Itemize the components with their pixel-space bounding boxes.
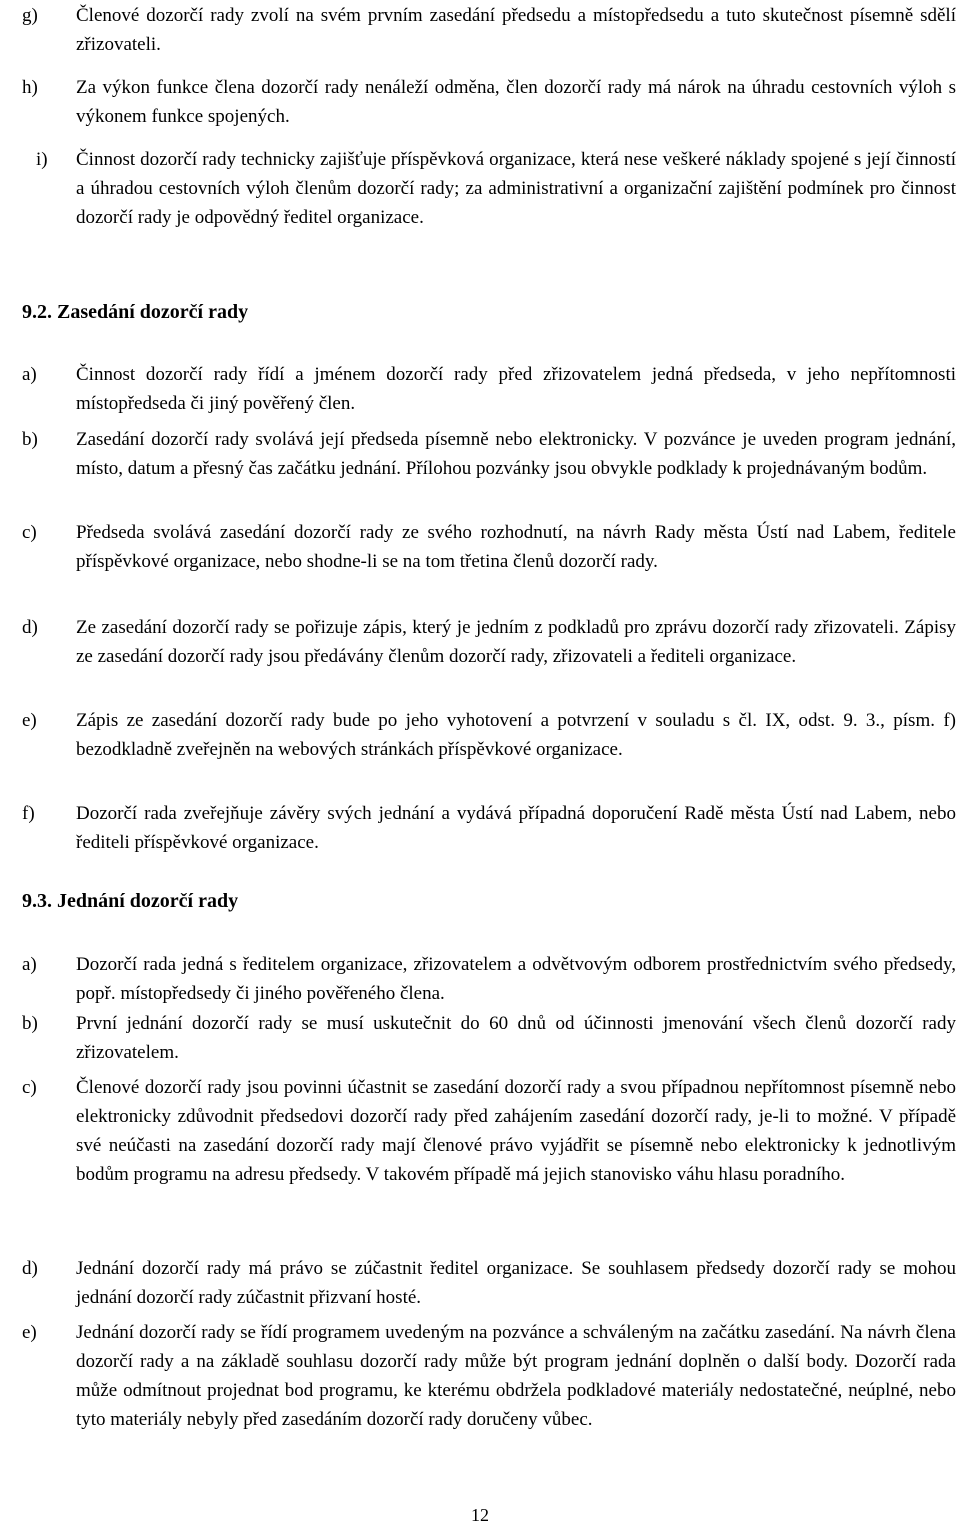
item-label: e) — [22, 710, 37, 731]
item-label: c) — [22, 522, 37, 543]
item-text: Dozorčí rada zveřejňuje závěry svých jednání a vydává případná doporučení Radě města Ústí nad Labem, nebo řediteli příspěvkové organizace. — [76, 803, 956, 853]
list-item — [0, 145, 960, 265]
item-label: h) — [22, 77, 38, 98]
list-item — [0, 799, 960, 857]
list-item — [0, 1318, 960, 1468]
item-text: Za výkon funkce člena dozorčí rady nenáleží odměna, člen dozorčí rady má nárok na úhradu cestovních výloh s výkonem funkce spojených. — [76, 77, 956, 127]
item-label: c) — [22, 1077, 37, 1098]
list-item — [0, 1, 960, 59]
list-item — [0, 425, 960, 512]
item-text: Členové dozorčí rady jsou povinni účastnit se zasedání dozorčí rady a svou případnou nepřítomnost písemně nebo elektronicky zdůvodnit předsedovi dozorčí rady před zahájením zasedání dozorčí rady, je-li to možné. V případě své neúčasti na zasedání dozorčí rady mají členové právo vyjádřit se písemně nebo elektronicky k jednotlivým bodům programu na adresu předsedy. V takovém případě má jejich stanovisko váhu hlasu poradního. — [76, 1077, 956, 1185]
item-text: Ze zasedání dozorčí rady se pořizuje zápis, který je jedním z podkladů pro zprávu dozorčí rady zřizovateli. Zápisy ze zasedání dozorčí rady jsou předávány členům dozorčí rady, zřizovateli a řediteli organizace. — [76, 617, 956, 667]
list-item — [0, 73, 960, 131]
section-heading: 9.2. Zasedání dozorčí rady — [22, 301, 249, 323]
list-item — [0, 706, 960, 793]
item-label: e) — [22, 1322, 37, 1343]
item-label: b) — [22, 429, 38, 450]
list-item — [0, 950, 960, 1008]
list-item — [0, 1073, 960, 1248]
item-label: g) — [22, 5, 38, 26]
item-label: a) — [22, 954, 37, 975]
item-label: b) — [22, 1013, 38, 1034]
item-label: f) — [22, 803, 35, 824]
list-item — [0, 518, 960, 605]
item-text: Zápis ze zasedání dozorčí rady bude po jeho vyhotovení a potvrzení v souladu s čl. IX, odst. 9. 3., písm. f) bezodkladně zveřejněn na webových stránkách příspěvkové organizace. — [76, 710, 956, 760]
list-item — [0, 1009, 960, 1067]
item-label: d) — [22, 617, 38, 638]
item-label: i) — [36, 149, 48, 170]
item-text: Činnost dozorčí rady technicky zajišťuje příspěvková organizace, která nese veškeré náklady spojené s její činností a úhradou cestovních výloh členům dozorčí rady; za administrativní a organizační zajištění podmínek pro činnost dozorčí rady je odpovědný ředitel organizace. — [76, 149, 956, 228]
item-label: a) — [22, 364, 37, 385]
item-text: Předseda svolává zasedání dozorčí rady ze svého rozhodnutí, na návrh Rady města Ústí nad Labem, ředitele příspěvkové organizace, nebo shodne-li se na tom třetina členů dozorčí rady. — [76, 522, 956, 572]
item-text: Jednání dozorčí rady se řídí programem uvedeným na pozvánce a schváleným na začátku zasedání. Na návrh člena dozorčí rady a na základě souhlasu dozorčí rady může být program jednání doplněn o další body. Dozorčí rada může odmítnout projednat bod programu, ke kterému obdržela podkladové materiály nedostatečné, neúplné, nebo tyto materiály nebyly před zasedáním dozorčí rady doručeny vůbec. — [76, 1322, 956, 1430]
item-text: Zasedání dozorčí rady svolává její předseda písemně nebo elektronicky. V pozvánce je uveden program jednání, místo, datum a přesný čas začátku jednání. Přílohou pozvánky jsou obvykle podklady k projednávaným bodům. — [76, 429, 956, 479]
item-text: Jednání dozorčí rady má právo se zúčastnit ředitel organizace. Se souhlasem předsedy dozorčí rady se mohou jednání dozorčí rady zúčastnit přizvaní hosté. — [76, 1258, 956, 1308]
item-text: Členové dozorčí rady zvolí na svém prvním zasedání předsedu a místopředsedu a tuto skutečnost písemně sdělí zřizovateli. — [76, 5, 956, 55]
section-heading: 9.3. Jednání dozorčí rady — [22, 890, 239, 912]
list-item — [0, 613, 960, 700]
item-text: Dozorčí rada jedná s ředitelem organizace, zřizovatelem a odvětvovým odborem prostřednictvím svého předsedy, popř. místopředsedy či jiného pověřeného člena. — [76, 954, 956, 1004]
page-number: 12 — [471, 1505, 489, 1525]
item-text: První jednání dozorčí rady se musí uskutečnit do 60 dnů od účinnosti jmenování všech členů dozorčí rady zřizovatelem. — [76, 1013, 956, 1063]
list-item — [0, 360, 960, 418]
list-item — [0, 1254, 960, 1312]
item-label: d) — [22, 1258, 38, 1279]
item-text: Činnost dozorčí rady řídí a jménem dozorčí rady před zřizovatelem jedná předseda, v jeho nepřítomnosti místopředseda či jiný pověřený člen. — [76, 364, 956, 414]
